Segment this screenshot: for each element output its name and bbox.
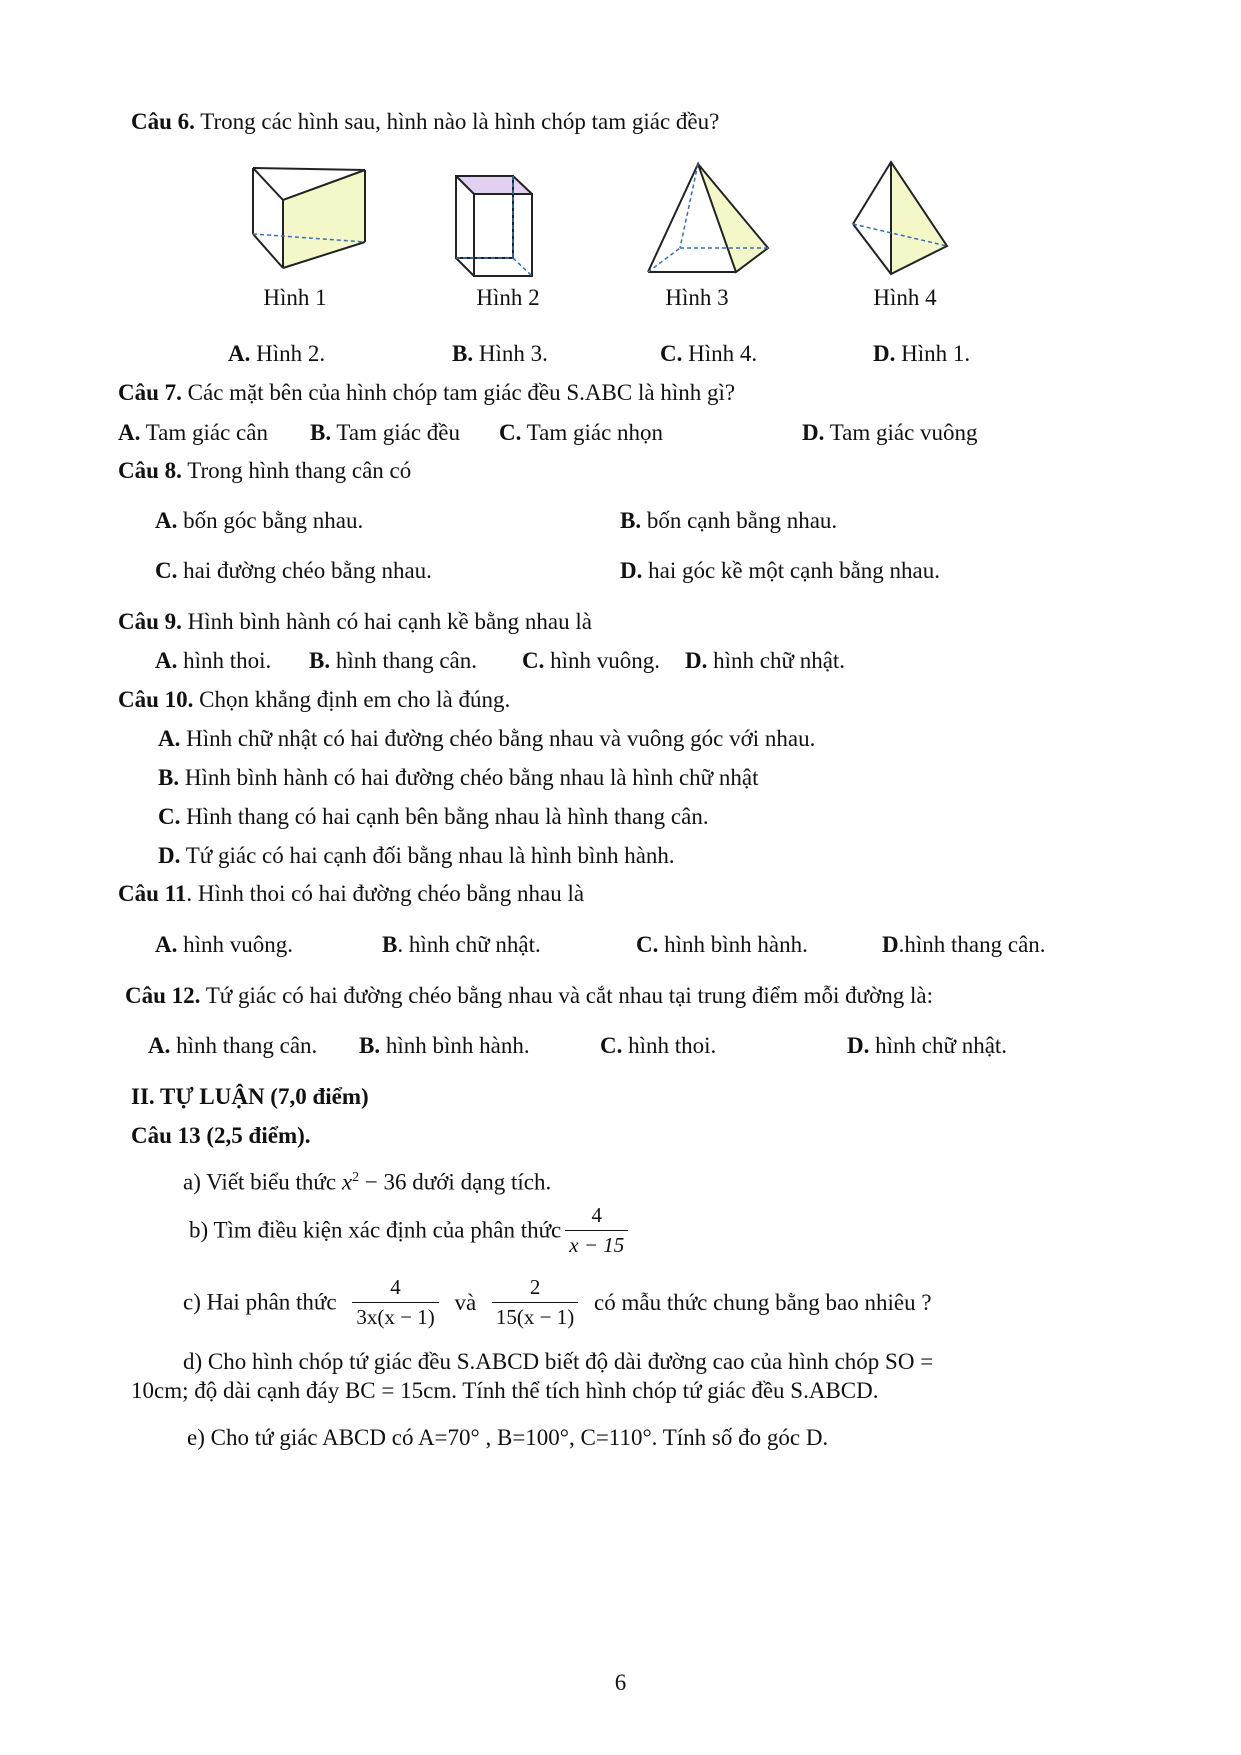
q8-option-c[interactable]: C. hai đường chéo bằng nhau. [155, 558, 432, 583]
fraction-c1: $\frac{4}{3x(x - 1)}$ [352, 1275, 438, 1330]
q8-option-b[interactable]: B. bốn cạnh bằng nhau. [620, 508, 838, 533]
figure-1-triangular-prism [245, 160, 385, 275]
q10-option-d[interactable]: D. Tứ giác có hai cạnh đối bằng nhau là hình bình hành. [158, 843, 675, 868]
q13-part-a: a) Viết biểu thức $x^2 - 36$ dưới dạng tích. [183, 1169, 552, 1195]
q9-option-a[interactable]: A. hình thoi. [155, 648, 272, 673]
q13-part-c: c) Hai phân thức $\frac{4}{3x(x - 1)}$ và $\frac{2}{15(x - 1)}$ có mẫu thức chung bằng bao nhiêu ? [183, 1275, 932, 1329]
q6-stem [131, 108, 719, 136]
q13-part-d-line1: d) Cho hình chóp tứ giác đều S.ABCD biết độ dài đường cao của hình chóp SO = [183, 1349, 934, 1374]
q7-option-b[interactable]: B. Tam giác đều [310, 420, 460, 445]
q10-option-c[interactable]: C. Hình thang có hai cạnh bên bằng nhau là hình thang cân. [158, 804, 709, 829]
q9-option-c[interactable]: C. hình vuông. [522, 648, 661, 673]
q6-option-b[interactable]: B. Hình 3. [452, 341, 548, 366]
q11-stem: Câu 11. Hình thoi có hai đường chéo bằng nhau là [118, 881, 585, 906]
q13-part-e: e) Cho tứ giác ABCD có A=70° , B=100°, C=110°. Tính số đo góc D. [187, 1425, 829, 1450]
q10-option-b[interactable]: B. Hình bình hành có hai đường chéo bằng nhau là hình chữ nhật [158, 765, 759, 790]
q11-option-c[interactable]: C. hình bình hành. [636, 932, 808, 957]
q7-option-d[interactable]: D. Tam giác vuông [802, 420, 978, 445]
q7-option-c[interactable]: C. Tam giác nhọn [499, 420, 664, 445]
figure-2-caption: Hình 2 [476, 285, 540, 310]
q11-option-d[interactable]: D.hình thang cân. [882, 932, 1046, 957]
q12-stem: Câu 12. Tứ giác có hai đường chéo bằng nhau và cắt nhau tại trung điểm mỗi đường là: [125, 983, 933, 1008]
figure-4-triangular-pyramid [845, 158, 955, 278]
q10-option-a[interactable]: A. Hình chữ nhật có hai đường chéo bằng nhau và vuông góc với nhau. [158, 726, 816, 751]
figure-1-caption: Hình 1 [263, 285, 327, 310]
q6-text: Trong các hình sau, hình nào là hình chóp tam giác đều? [194, 109, 720, 134]
q7-option-a[interactable]: A. Tam giác cân [118, 420, 268, 445]
q12-option-c[interactable]: C. hình thoi. [600, 1033, 717, 1058]
figure-3-caption: Hình 3 [665, 285, 729, 310]
figure-2-rectangular-box [448, 170, 543, 280]
q11-option-a[interactable]: A. hình vuông. [155, 932, 294, 957]
q13-title: Câu 13 (2,5 điểm). [131, 1123, 311, 1148]
q8-stem: Câu 8. Trong hình thang cân có [118, 458, 412, 483]
page-number: 6 [614, 1670, 627, 1695]
q8-option-a[interactable]: A. bốn góc bằng nhau. [155, 508, 364, 533]
fraction-c2: $\frac{2}{15(x - 1)}$ [492, 1275, 578, 1330]
part-2-heading: II. TỰ LUẬN (7,0 điểm) [131, 1084, 369, 1109]
q8-option-d[interactable]: D. hai góc kề một cạnh bằng nhau. [620, 558, 941, 583]
q12-option-a[interactable]: A. hình thang cân. [148, 1033, 318, 1058]
q9-option-d[interactable]: D. hình chữ nhật. [685, 648, 846, 673]
q7-stem: Câu 7. Các mặt bên của hình chóp tam giác đều S.ABC là hình gì? [118, 380, 736, 405]
q11-option-b[interactable]: B. hình chữ nhật. [382, 932, 541, 957]
q13-part-b: b) Tìm điều kiện xác định của phân thức $\frac{4}{x - 15}$ [189, 1203, 632, 1258]
q6-option-d[interactable]: D. Hình 1. [873, 341, 971, 366]
q13-part-d-line2: 10cm; độ dài cạnh đáy BC = 15cm. Tính thể tích hình chóp tứ giác đều S.ABCD. [131, 1378, 879, 1403]
q6-number: Câu 6. [131, 109, 195, 134]
q9-option-b[interactable]: B. hình thang cân. [309, 648, 477, 673]
q6-option-a[interactable]: A. Hình 2. [228, 341, 326, 366]
q12-option-d[interactable]: D. hình chữ nhật. [847, 1033, 1008, 1058]
figure-3-square-pyramid [640, 158, 775, 278]
fraction-b: $\frac{4}{x - 15}$ [565, 1203, 628, 1258]
q9-stem: Câu 9. Hình bình hành có hai cạnh kề bằng nhau là [118, 609, 592, 634]
figure-4-caption: Hình 4 [873, 285, 937, 310]
q12-option-b[interactable]: B. hình bình hành. [359, 1033, 530, 1058]
q10-stem: Câu 10. Chọn khẳng định em cho là đúng. [118, 687, 511, 712]
q6-option-c[interactable]: C. Hình 4. [660, 341, 758, 366]
